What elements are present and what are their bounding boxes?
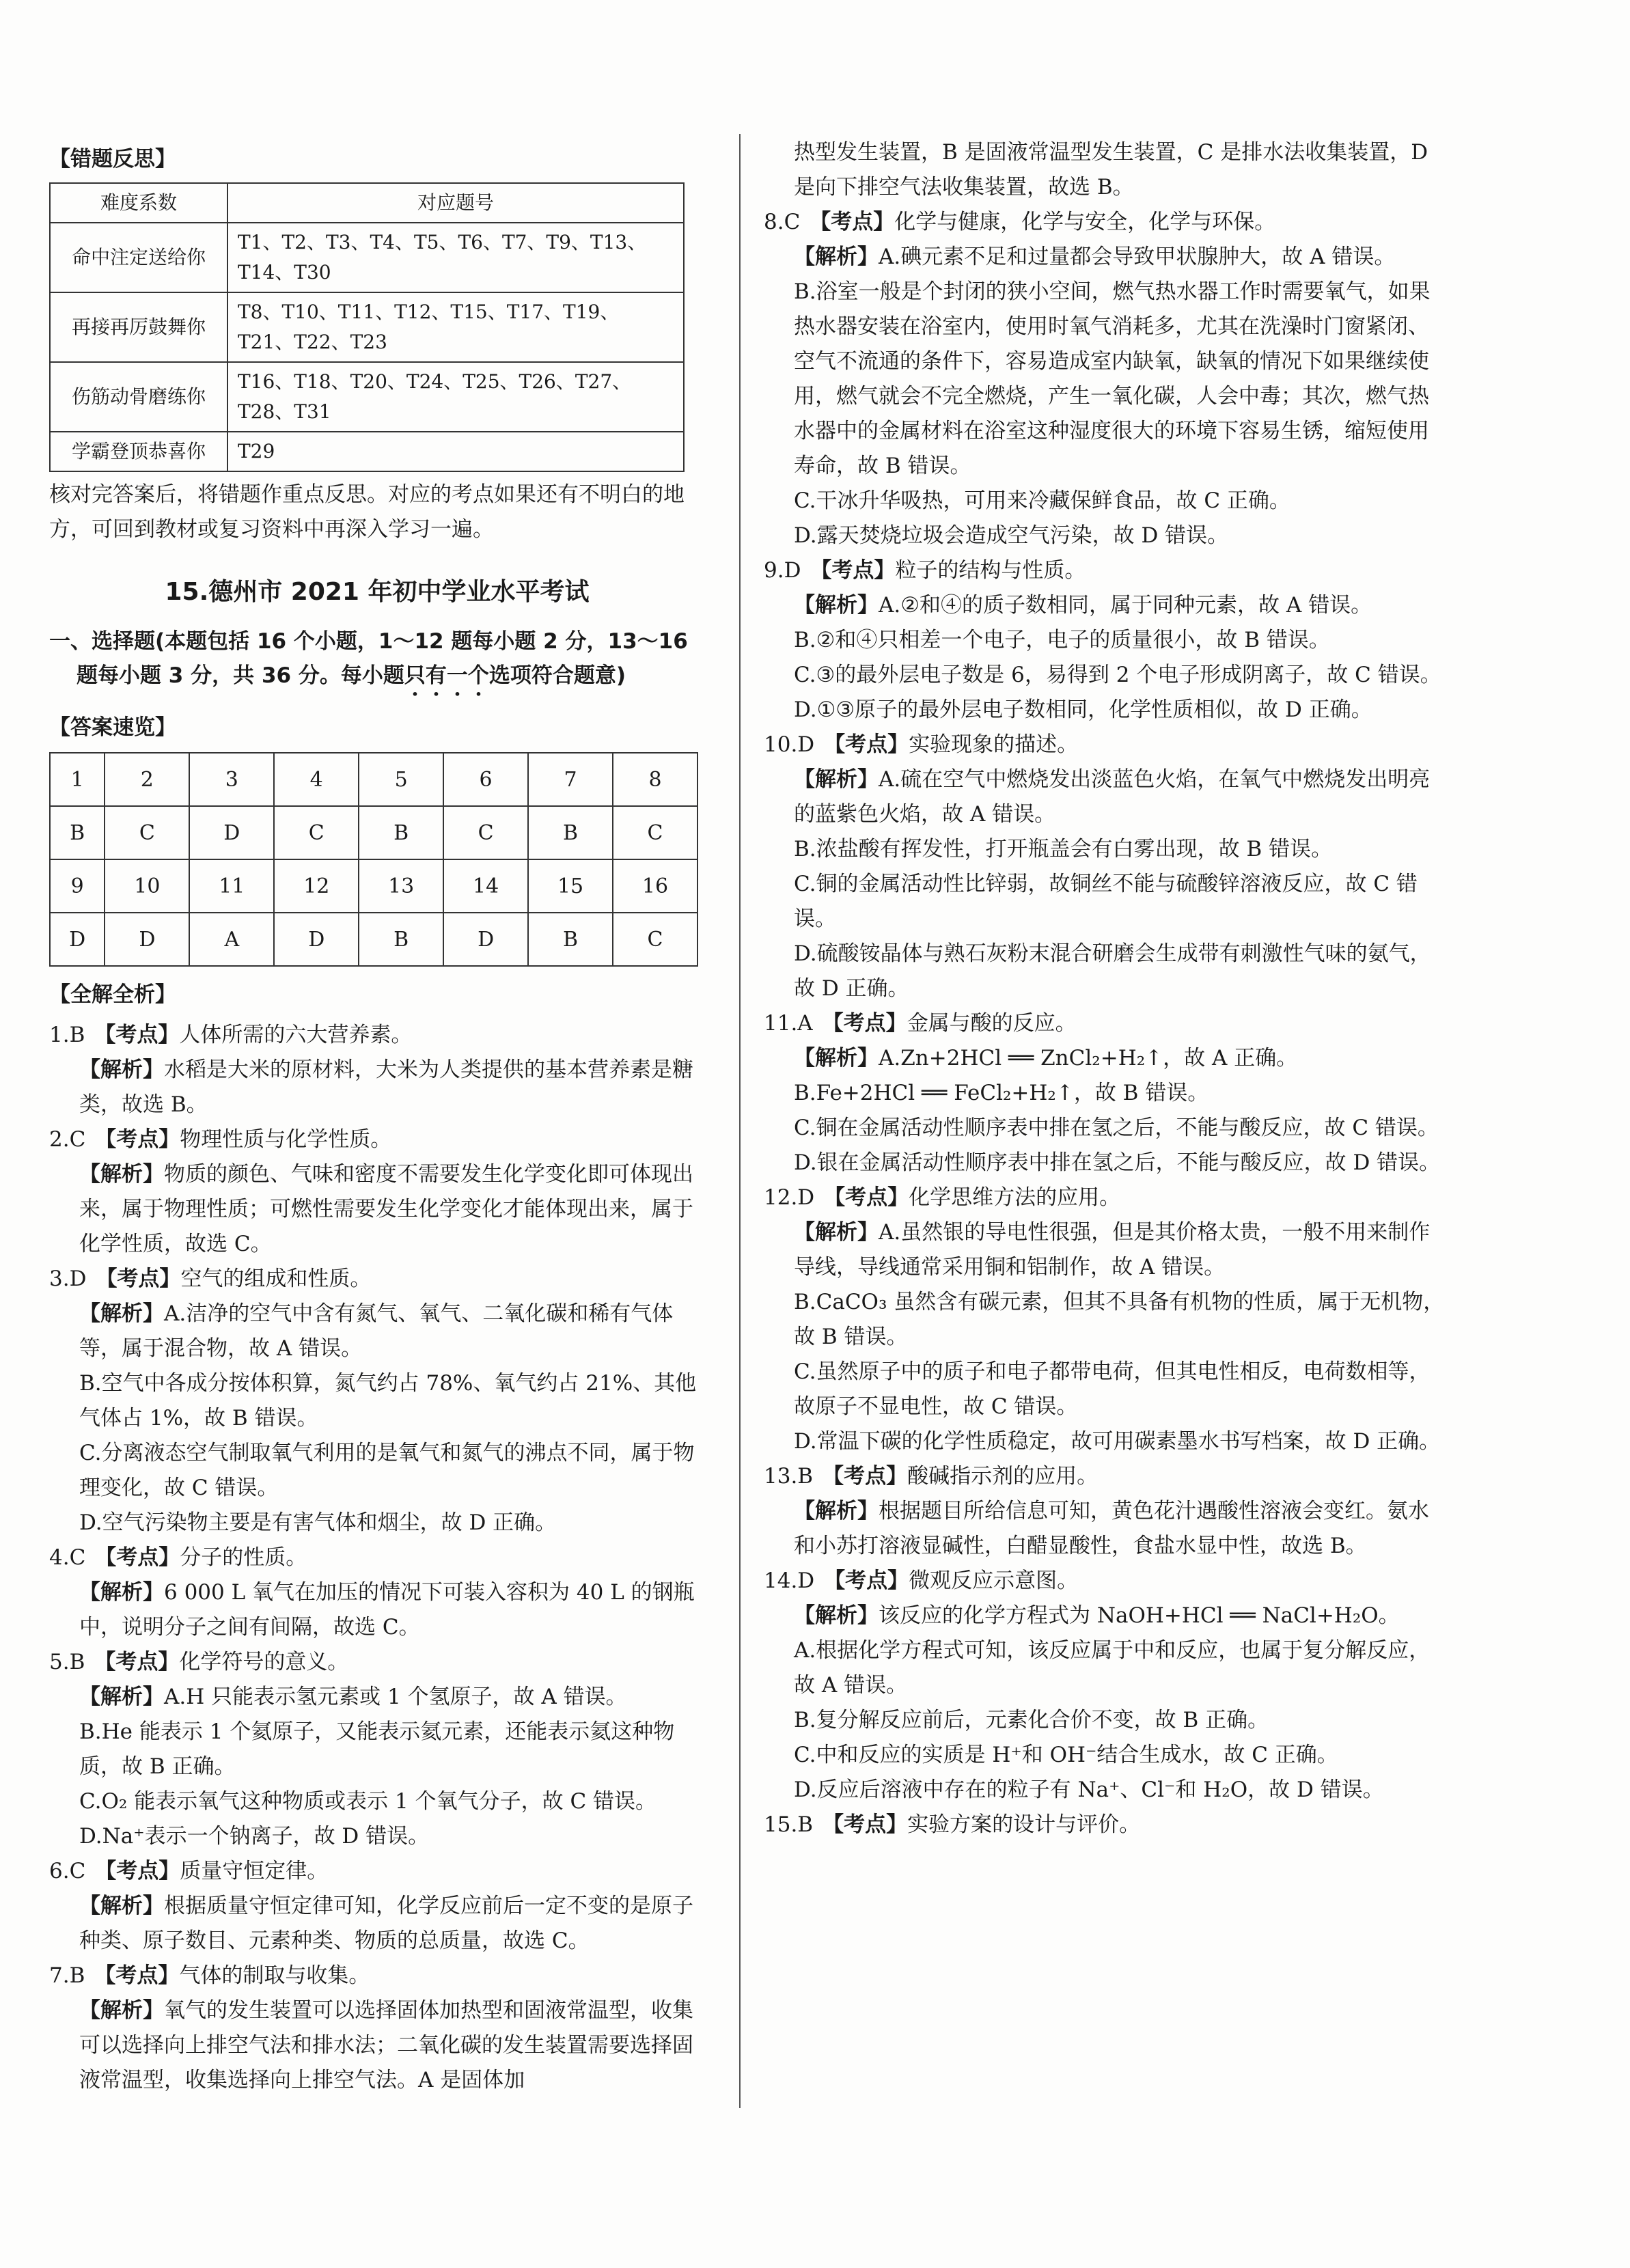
question-item [764, 1459, 1447, 1564]
question-item [764, 1564, 1447, 1808]
analysis-label: 【解析】 [794, 1603, 879, 1628]
question-head [764, 1808, 1447, 1842]
analysis-text: C.分离液态空气制取氧气利用的是氧气和氮气的沸点不同，属于物理变化，故 C 错误。 [79, 1441, 695, 1500]
left-column [49, 137, 705, 2098]
analysis-text: B.②和④只相差一个电子，电子的质量很小，故 B 错误。 [794, 628, 1330, 652]
analysis-line [764, 1041, 1447, 1076]
question-number: 2.C [49, 1127, 86, 1152]
analysis-line [764, 1424, 1447, 1459]
table-cell: T8、T10、T11、T12、T15、T17、T19、T21、T22、T23 [227, 292, 684, 362]
analysis-text: 氧气的发生装置可以选择固体加热型和固液常温型，收集可以选择向上排空气法和排水法；二氧化碳的发生装置需要选择固液常温型，收集选择向上排空气法。A 是固体加 [79, 1998, 693, 2092]
analysis-line [764, 1215, 1447, 1285]
table-cell: 12 [274, 859, 359, 913]
table-row [50, 753, 697, 806]
analysis-line [764, 1703, 1447, 1738]
analysis-label: 【解析】 [794, 245, 879, 269]
point-text: 微观反应示意图。 [909, 1568, 1079, 1593]
question-item [764, 1808, 1447, 1842]
analysis-line [49, 1366, 705, 1436]
analysis-text: B.复分解反应前后，元素化合价不变，故 B 正确。 [794, 1708, 1269, 1732]
analysis-line [49, 1053, 705, 1122]
question-number: 14.D [764, 1568, 815, 1593]
table-cell: A [189, 913, 274, 966]
table-row [50, 913, 697, 966]
table-cell: 6 [443, 753, 528, 806]
question-number: 10.D [764, 732, 815, 757]
table-header-level: 难度系数 [50, 183, 227, 223]
table-cell: 11 [189, 859, 274, 913]
table-cell: C [443, 806, 528, 859]
analysis-text: B.浓盐酸有挥发性，打开瓶盖会有白雾出现，故 B 错误。 [794, 837, 1333, 861]
question-head [764, 553, 1447, 588]
part-one-instructions [49, 624, 705, 701]
question-head [764, 1459, 1447, 1494]
point-label: 【考点】 [95, 1127, 180, 1152]
analysis-line [764, 1355, 1447, 1424]
question-item [49, 1645, 705, 1854]
analysis-text: C.虽然原子中的质子和电子都带电荷，但其电性相反，电荷数相等，故原子不显电性，故 C 错误。 [794, 1359, 1431, 1419]
point-text: 化学与健康，化学与安全，化学与环保。 [894, 210, 1276, 234]
point-label: 【考点】 [810, 210, 895, 234]
question-number: 4.C [49, 1545, 86, 1570]
table-cell: D [189, 806, 274, 859]
point-label: 【考点】 [95, 1545, 180, 1570]
analysis-text: A.Zn+2HCl ══ ZnCl₂+H₂↑，故 A 正确。 [879, 1046, 1298, 1070]
question-item [764, 553, 1447, 728]
analysis-text: D.①③原子的最外层电子数相同，化学性质相似，故 D 正确。 [794, 697, 1372, 722]
analysis-label: 【解析】 [794, 1499, 879, 1523]
question-number: 9.D [764, 558, 801, 583]
analysis-line [764, 1146, 1447, 1180]
point-text: 空气的组成和性质。 [180, 1267, 372, 1291]
point-label: 【考点】 [824, 1568, 909, 1593]
analysis-text: A.洁净的空气中含有氮气、氧气、二氧化碳和稀有气体等，属于混合物，故 A 错误。 [79, 1301, 674, 1361]
table-cell: 9 [50, 859, 105, 913]
table-cell: 7 [528, 753, 613, 806]
question-head [49, 1645, 705, 1680]
analysis-text: A.虽然银的导电性很强，但是其价格太贵，一般不用来制作导线，导线通常采用铜和铝制作，故 A 错误。 [794, 1220, 1431, 1280]
analysis-line [49, 1715, 705, 1784]
question-head [49, 1018, 705, 1053]
point-label: 【考点】 [94, 1023, 180, 1047]
analysis-text: 该反应的化学方程式为 NaOH+HCl ══ NaCl+H₂O。 [879, 1603, 1400, 1628]
table-row [50, 859, 697, 913]
table-cell: D [443, 913, 528, 966]
analysis-line [764, 832, 1447, 867]
table-row [50, 806, 697, 859]
analysis-line [764, 1076, 1447, 1111]
question-item [49, 1018, 705, 1122]
analysis-label: 【解析】 [79, 1894, 164, 1918]
analysis-line [764, 937, 1447, 1006]
part-one-text-end: 选项符合题意) [488, 663, 626, 688]
analysis-text: A.碘元素不足和过量都会导致甲状腺肿大，故 A 错误。 [879, 245, 1396, 269]
analysis-line [49, 1506, 705, 1540]
question-item [764, 205, 1447, 553]
analysis-heading: 【全解全析】 [49, 982, 176, 1007]
right-question-list [764, 205, 1447, 1842]
table-cell: T16、T18、T20、T24、T25、T26、T27、T28、T31 [227, 362, 684, 432]
point-label: 【考点】 [823, 1812, 908, 1837]
question-item [49, 1262, 705, 1540]
table-cell: B [50, 806, 105, 859]
question-head [49, 1122, 705, 1157]
analysis-line [764, 484, 1447, 518]
analysis-text: 物质的颜色、气味和密度不需要发生化学变化即可体现出来，属于物理性质；可燃性需要发生化学变化才能体现出来，属于化学性质，故选 C。 [79, 1162, 693, 1256]
analysis-text: D.空气污染物主要是有害气体和烟尘，故 D 正确。 [79, 1510, 557, 1535]
table-cell: 16 [613, 859, 697, 913]
analysis-text: D.反应后溶液中存在的粒子有 Na⁺、Cl⁻和 H₂O，故 D 错误。 [794, 1778, 1384, 1802]
table-cell: T1、T2、T3、T4、T5、T6、T7、T9、T13、T14、T30 [227, 223, 684, 292]
analysis-text: B.空气中各成分按体积算，氮气约占 78%、氧气约占 21%、其他气体占 1%，故 B 错误。 [79, 1371, 697, 1430]
point-text: 化学符号的意义。 [179, 1650, 349, 1674]
analysis-text: D.露天焚烧垃圾会造成空气污染，故 D 错误。 [794, 523, 1229, 548]
table-header-questions: 对应题号 [227, 183, 684, 223]
point-label: 【考点】 [824, 732, 909, 757]
analysis-text: A.根据化学方程式可知，该反应属于中和反应，也属于复分解反应，故 A 错误。 [794, 1638, 1431, 1698]
question-number: 5.B [49, 1650, 85, 1674]
analysis-text: 根据质量守恒定律可知，化学反应前后一定不变的是原子种类、原子数目、元素种类、物质的总质量，故选 C。 [79, 1894, 693, 1953]
analysis-text: C.干冰升华吸热，可用来冷藏保鲜食品，故 C 正确。 [794, 488, 1290, 513]
analysis-label: 【解析】 [79, 1998, 164, 2023]
question-item [49, 1959, 705, 2098]
point-text: 物理性质与化学性质。 [180, 1127, 392, 1152]
point-label: 【考点】 [94, 1963, 180, 1988]
point-text: 人体所需的六大营养素。 [179, 1023, 413, 1047]
question-head [764, 1180, 1447, 1215]
exam-title: 15.德州市 2021 年初中学业水平考试 [165, 578, 590, 606]
point-label: 【考点】 [824, 1185, 909, 1210]
analysis-label: 【解析】 [79, 1685, 164, 1709]
analysis-line [49, 1889, 705, 1959]
analysis-text: D.银在金属活动性顺序表中排在氢之后，不能与酸反应，故 D 错误。 [794, 1150, 1441, 1175]
analysis-line [764, 240, 1447, 275]
table-cell: C [613, 806, 697, 859]
analysis-text: 6 000 L 氧气在加压的情况下可装入容积为 40 L 的钢瓶中，说明分子之间有间隔，故选 C。 [79, 1580, 695, 1640]
question-head [49, 1959, 705, 1993]
analysis-text: B.Fe+2HCl ══ FeCl₂+H₂↑，故 B 错误。 [794, 1081, 1209, 1105]
analysis-line [49, 1819, 705, 1854]
analysis-line [49, 1157, 705, 1262]
analysis-line [764, 518, 1447, 553]
question-number: 3.D [49, 1267, 87, 1291]
analysis-line [764, 867, 1447, 937]
analysis-line [764, 1738, 1447, 1773]
table-cell: 10 [105, 859, 189, 913]
question-head [764, 1006, 1447, 1041]
analysis-line [49, 1784, 705, 1819]
point-text: 气体的制取与收集。 [179, 1963, 370, 1988]
analysis-label: 【解析】 [794, 767, 879, 792]
question-number: 12.D [764, 1185, 815, 1210]
question-number: 15.B [764, 1812, 814, 1837]
question-item [764, 1180, 1447, 1459]
table-cell: D [50, 913, 105, 966]
point-label: 【考点】 [96, 1267, 181, 1291]
point-text: 酸碱指示剂的应用。 [907, 1464, 1099, 1489]
analysis-line [764, 1773, 1447, 1808]
question-head [49, 1262, 705, 1297]
table-cell: 4 [274, 753, 359, 806]
question-head [49, 1540, 705, 1575]
table-cell: D [274, 913, 359, 966]
table-row [50, 223, 684, 292]
table-cell: 再接再厉鼓舞你 [50, 292, 227, 362]
table-cell: 3 [189, 753, 274, 806]
analysis-line [764, 1494, 1447, 1564]
question-item [764, 728, 1447, 1006]
analysis-label: 【解析】 [794, 1220, 879, 1245]
table-cell: C [613, 913, 697, 966]
table-cell: B [359, 806, 443, 859]
analysis-line [764, 623, 1447, 658]
table-cell: 1 [50, 753, 105, 806]
analysis-line [49, 1436, 705, 1506]
analysis-line [764, 1599, 1447, 1633]
analysis-text: C.O₂ 能表示氧气这种物质或表示 1 个氧气分子，故 C 错误。 [79, 1789, 657, 1814]
analysis-line [764, 658, 1447, 693]
analysis-text: B.He 能表示 1 个氦原子，又能表示氦元素，还能表示氦这种物质，故 B 正确。 [79, 1719, 675, 1779]
table-cell: C [105, 806, 189, 859]
part-one-text: 一、选择题(本题包括 16 个小题，1～12 题每小题 2 分，13～16 题每小题 3 分，共 36 分。每小题 [49, 629, 688, 688]
right-column [764, 135, 1447, 1842]
analysis-text: C.铜在金属活动性顺序表中排在氢之后，不能与酸反应，故 C 错误。 [794, 1116, 1439, 1140]
analysis-line [764, 693, 1447, 728]
question-head [49, 1854, 705, 1889]
analysis-line [49, 1297, 705, 1366]
table-cell: 命中注定送给你 [50, 223, 227, 292]
point-text: 金属与酸的反应。 [907, 1011, 1077, 1036]
table-row [50, 292, 684, 362]
table-cell: B [359, 913, 443, 966]
analysis-text: C.中和反应的实质是 H⁺和 OH⁻结合生成水，故 C 正确。 [794, 1743, 1338, 1767]
question-head [764, 205, 1447, 240]
analysis-text: C.铜的金属活动性比锌弱，故铜丝不能与硫酸锌溶液反应，故 C 错误。 [794, 872, 1418, 931]
analysis-line [764, 762, 1447, 832]
analysis-line [49, 1575, 705, 1645]
reflection-note: 核对完答案后，将错题作重点反思。对应的考点如果还有不明白的地方，可回到教材或复习资料中再深入学习一遍。 [49, 482, 685, 542]
question-number: 6.C [49, 1859, 86, 1883]
table-cell: 2 [105, 753, 189, 806]
table-cell: 伤筋动骨磨练你 [50, 362, 227, 432]
table-row [50, 432, 684, 471]
analysis-label: 【解析】 [79, 1580, 164, 1605]
point-label: 【考点】 [810, 558, 896, 583]
question-number: 13.B [764, 1464, 814, 1489]
question-number: 1.B [49, 1023, 85, 1047]
analysis-label: 【解析】 [79, 1162, 164, 1187]
point-text: 化学思维方法的应用。 [909, 1185, 1121, 1210]
analysis-line [764, 588, 1447, 623]
point-text: 分子的性质。 [180, 1545, 307, 1570]
analysis-text: D.Na⁺表示一个钠离子，故 D 错误。 [79, 1824, 430, 1849]
table-cell: T29 [227, 432, 684, 471]
table-cell: B [528, 806, 613, 859]
point-label: 【考点】 [94, 1650, 180, 1674]
question-number: 8.C [764, 210, 801, 234]
analysis-text: C.③的最外层电子数是 6，易得到 2 个电子形成阴离子，故 C 错误。 [794, 663, 1441, 687]
analysis-text: 水稻是大米的原材料，大米为人类提供的基本营养素是糖类，故选 B。 [79, 1057, 693, 1117]
analysis-text: D.硫酸铵晶体与熟石灰粉末混合研磨会生成带有刺激性气味的氨气，故 D 正确。 [794, 941, 1431, 1001]
point-text: 粒子的结构与性质。 [895, 558, 1086, 583]
left-question-list [49, 1018, 705, 2098]
point-label: 【考点】 [823, 1464, 908, 1489]
question-item [49, 1854, 705, 1959]
question-head [764, 728, 1447, 762]
continued-text: 热型发生装置，B 是固液常温型发生装置，C 是排水法收集装置，D 是向下排空气法收集装置，故选 B。 [794, 140, 1428, 199]
analysis-label: 【解析】 [794, 1046, 879, 1070]
analysis-text: D.常温下碳的化学性质稳定，故可用碳素墨水书写档案，故 D 正确。 [794, 1429, 1441, 1454]
table-cell: 学霸登顶恭喜你 [50, 432, 227, 471]
analysis-label: 【解析】 [79, 1301, 164, 1326]
analysis-text: 根据题目所给信息可知，黄色花汁遇酸性溶液会变红。氨水和小苏打溶液显碱性，白醋显酸性，食盐水显中性，故选 B。 [794, 1499, 1429, 1558]
analysis-text: B.浴室一般是个封闭的狭小空间，燃气热水器工作时需要氧气，如果热水器安装在浴室内，使用时氧气消耗多，尤其在洗澡时门窗紧闭、空气不流通的条件下，容易造成室内缺氧，缺氧的情况下如果继续使用，燃气就会不完全燃烧，产生一氧化碳，人会中毒；其次，燃气热水器中的金属材料在浴室这种湿度很大的环境下容易生锈，缩短使用寿命，故 B 错误。 [794, 279, 1431, 478]
question-head [764, 1564, 1447, 1599]
analysis-line [764, 1285, 1447, 1355]
question-number: 7.B [49, 1963, 85, 1988]
table-cell: 5 [359, 753, 443, 806]
table-cell: 14 [443, 859, 528, 913]
point-label: 【考点】 [822, 1011, 907, 1036]
analysis-line [764, 275, 1447, 484]
analysis-text: A.②和④的质子数相同，属于同种元素，故 A 错误。 [879, 593, 1372, 618]
question-number: 11.A [764, 1011, 813, 1036]
part-one-emphasis: 只有一个 [404, 663, 489, 688]
analysis-text: A.硫在空气中燃烧发出淡蓝色火焰，在氧气中燃烧发出明亮的蓝紫色火焰，故 A 错误。 [794, 767, 1431, 827]
table-cell: 8 [613, 753, 697, 806]
analysis-line [764, 1111, 1447, 1146]
analysis-label: 【解析】 [794, 593, 879, 618]
question-item [49, 1122, 705, 1262]
table-cell: B [528, 913, 613, 966]
answer-table [49, 752, 698, 967]
table-cell: 13 [359, 859, 443, 913]
answers-heading: 【答案速览】 [49, 715, 176, 740]
analysis-line [49, 1680, 705, 1715]
point-label: 【考点】 [95, 1859, 180, 1883]
table-row [50, 362, 684, 432]
table-cell: C [274, 806, 359, 859]
reflection-table [49, 182, 685, 472]
point-text: 实验现象的描述。 [909, 732, 1079, 757]
table-cell: 15 [528, 859, 613, 913]
analysis-text: B.CaCO₃ 虽然含有碳元素，但其不具备有机物的性质，属于无机物，故 B 错误。 [794, 1290, 1445, 1349]
question-item [764, 1006, 1447, 1180]
column-divider [739, 134, 741, 2108]
analysis-line [764, 1633, 1447, 1703]
point-text: 实验方案的设计与评价。 [907, 1812, 1141, 1837]
analysis-line [49, 1993, 705, 2098]
analysis-label: 【解析】 [79, 1057, 164, 1082]
question-item [49, 1540, 705, 1645]
point-text: 质量守恒定律。 [180, 1859, 329, 1883]
table-cell: D [105, 913, 189, 966]
reflection-heading: 【错题反思】 [49, 147, 176, 171]
analysis-text: A.H 只能表示氢元素或 1 个氢原子，故 A 错误。 [164, 1685, 627, 1709]
